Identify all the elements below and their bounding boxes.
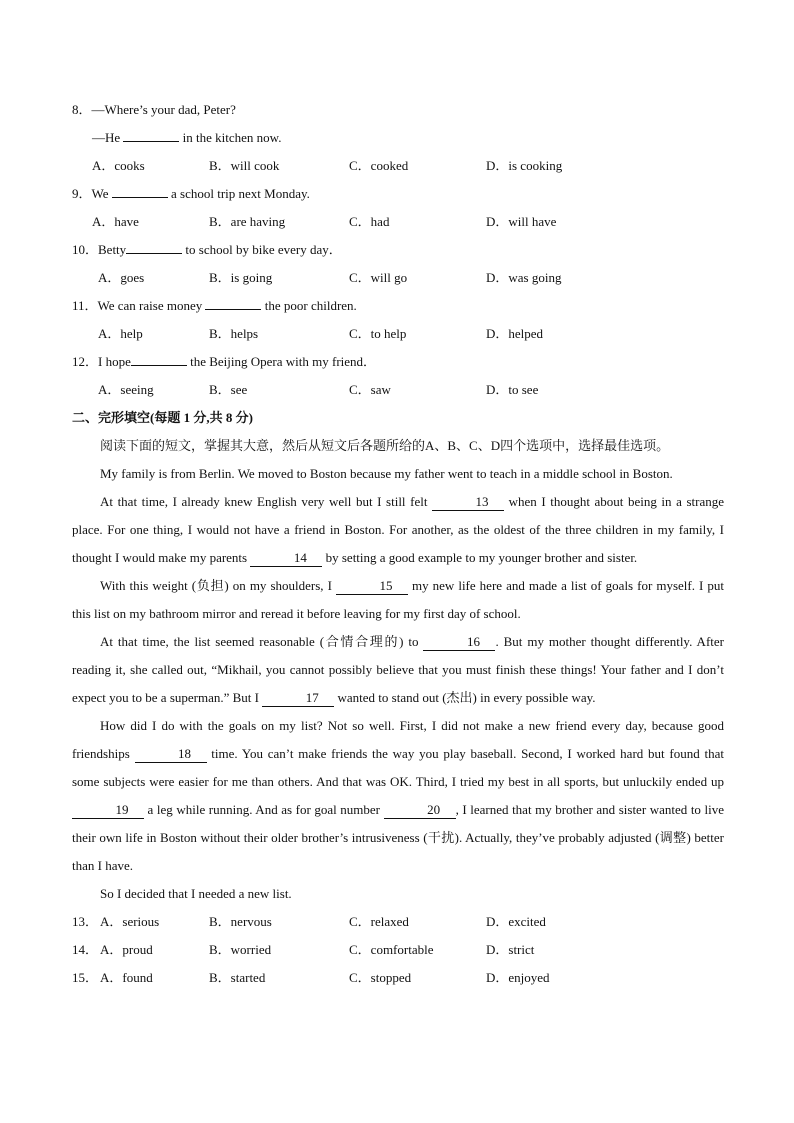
passage-text: , I learned that my brother and sister wanted to live their own life in Boston without their older brother’s intrusiveness (干扰). Actually, they’ve probably adjusted (调整) better than I have. <box>72 802 724 873</box>
passage-text: when I thought about being in a strange place. For one thing, I would not have a friend in Boston. For another, as the oldest of the three children in my family, I thought I would make my parents <box>72 494 724 565</box>
question-number: 15． <box>72 970 99 985</box>
question-text: —He <box>92 130 124 145</box>
passage-paragraph-3 <box>72 572 724 628</box>
question-text: the poor children. <box>261 298 357 313</box>
question-number: 13． <box>72 914 99 929</box>
question-10-options <box>72 264 724 292</box>
option-d[interactable]: D．helped <box>486 326 544 341</box>
passage-text: At that time, I already knew English very well but I still felt <box>100 494 433 509</box>
cloze-question-13 <box>72 908 724 936</box>
option-a[interactable]: A．goes <box>98 270 145 285</box>
question-text: to school by bike every day． <box>182 242 342 257</box>
passage-text: How did I do with the goals on my list? Not so well. First, I did not make a new friend every day, because good friendships <box>72 718 724 761</box>
answer-blank <box>112 181 168 198</box>
option-a[interactable]: A．serious <box>100 914 160 929</box>
option-b[interactable]: B．helps <box>209 326 259 341</box>
passage-text: wanted to stand out (杰出) in every possible way. <box>334 690 596 705</box>
answer-blank <box>126 237 182 254</box>
option-d[interactable]: D．strict <box>486 942 535 957</box>
question-11-stem <box>72 292 724 320</box>
option-c[interactable]: C．comfortable <box>349 942 434 957</box>
question-8-line2 <box>72 124 724 152</box>
question-text: 10．Betty <box>72 242 127 257</box>
passage-text: . But my mother thought differently. After reading it, she called out, “Mikhail, you cannot possibly believe that you must finish these things! Your father and I don’t expect you to be a superman.” But I <box>72 634 724 705</box>
cloze-blank-13: 13 <box>432 494 504 511</box>
passage-paragraph-1: My family is from Berlin. We moved to Boston because my father went to teach in a middle school in Boston. <box>100 466 673 481</box>
cloze-question-14 <box>72 936 724 964</box>
option-c[interactable]: C．cooked <box>349 158 409 173</box>
option-a[interactable]: A．help <box>98 326 143 341</box>
option-c[interactable]: C．relaxed <box>349 914 409 929</box>
question-12-options <box>72 376 724 404</box>
passage-paragraph-6: So I decided that I needed a new list. <box>100 886 292 901</box>
passage-text: a leg while running. And as for goal number <box>144 802 384 817</box>
exam-page <box>72 96 724 992</box>
question-text: in the kitchen now. <box>179 130 282 145</box>
option-a[interactable]: A．found <box>100 970 153 985</box>
passage-paragraph-2 <box>72 488 724 572</box>
answer-blank <box>123 125 179 142</box>
cloze-blank-15: 15 <box>336 578 408 595</box>
option-a[interactable]: A．have <box>92 214 139 229</box>
option-b[interactable]: B．started <box>209 970 266 985</box>
question-11-options <box>72 320 724 348</box>
passage-text: my new life here and made a list of goals for myself. I put this list on my bathroom mirror and reread it before leaving for my first day of school. <box>72 578 724 621</box>
option-b[interactable]: B．are having <box>209 214 286 229</box>
cloze-blank-16: 16 <box>423 634 495 651</box>
question-8-options <box>72 152 724 180</box>
question-12-stem <box>72 348 724 376</box>
cloze-blank-20: 20 <box>384 802 456 819</box>
cloze-blank-14: 14 <box>250 550 322 567</box>
option-b[interactable]: B．is going <box>209 270 273 285</box>
option-a[interactable]: A．proud <box>100 942 153 957</box>
section-instruction: 阅读下面的短文，掌握其大意，然后从短文后各题所给的A、B、C、D四个选项中，选择最佳选项。 <box>100 438 670 453</box>
option-d[interactable]: D．is cooking <box>486 158 563 173</box>
question-text: 9．We <box>72 186 112 201</box>
option-b[interactable]: B．worried <box>209 942 272 957</box>
option-b[interactable]: B．will cook <box>209 158 280 173</box>
cloze-blank-18: 18 <box>135 746 207 763</box>
option-c[interactable]: C．stopped <box>349 970 412 985</box>
passage-text: With this weight (负担) on my shoulders, I <box>100 578 336 593</box>
option-c[interactable]: C．to help <box>349 326 407 341</box>
cloze-question-15 <box>72 964 724 992</box>
passage-paragraph-4 <box>72 628 724 712</box>
option-d[interactable]: D．was going <box>486 270 562 285</box>
option-c[interactable]: C．saw <box>349 382 391 397</box>
option-d[interactable]: D．excited <box>486 914 546 929</box>
question-text: 12．I hope <box>72 354 131 369</box>
question-10-stem <box>72 236 724 264</box>
answer-blank <box>205 293 261 310</box>
cloze-blank-17: 17 <box>262 690 334 707</box>
question-text: 8．—Where’s your dad, Peter? <box>72 102 236 117</box>
option-b[interactable]: B．nervous <box>209 914 272 929</box>
cloze-blank-19: 19 <box>72 802 144 819</box>
question-9-options <box>72 208 724 236</box>
passage-text: by setting a good example to my younger brother and sister. <box>322 550 638 565</box>
option-a[interactable]: A．cooks <box>92 158 145 173</box>
option-c[interactable]: C．will go <box>349 270 408 285</box>
passage-text: At that time, the list seemed reasonable (合情合理的) to <box>100 634 424 649</box>
question-number: 14． <box>72 942 99 957</box>
question-text: 11．We can raise money <box>72 298 206 313</box>
option-d[interactable]: D．will have <box>486 214 557 229</box>
option-d[interactable]: D．enjoyed <box>486 970 550 985</box>
answer-blank <box>131 349 187 366</box>
option-b[interactable]: B．see <box>209 382 248 397</box>
passage-paragraph-5 <box>72 712 724 880</box>
passage-text: time. You can’t make friends the way you play baseball. Second, I worked hard but found that some subjects were easier for me than others. And that was OK. Third, I tried my best in all sports, but unluckily ended up <box>72 746 724 789</box>
section-title: 二、完形填空(每题 1 分,共 8 分) <box>72 410 253 425</box>
question-text: the Beijing Opera with my friend． <box>186 354 377 369</box>
option-c[interactable]: C．had <box>349 214 390 229</box>
option-d[interactable]: D．to see <box>486 382 539 397</box>
question-8-stem <box>72 96 724 124</box>
option-a[interactable]: A．seeing <box>98 382 154 397</box>
question-text: a school trip next Monday. <box>167 186 310 201</box>
question-9-stem <box>72 180 724 208</box>
